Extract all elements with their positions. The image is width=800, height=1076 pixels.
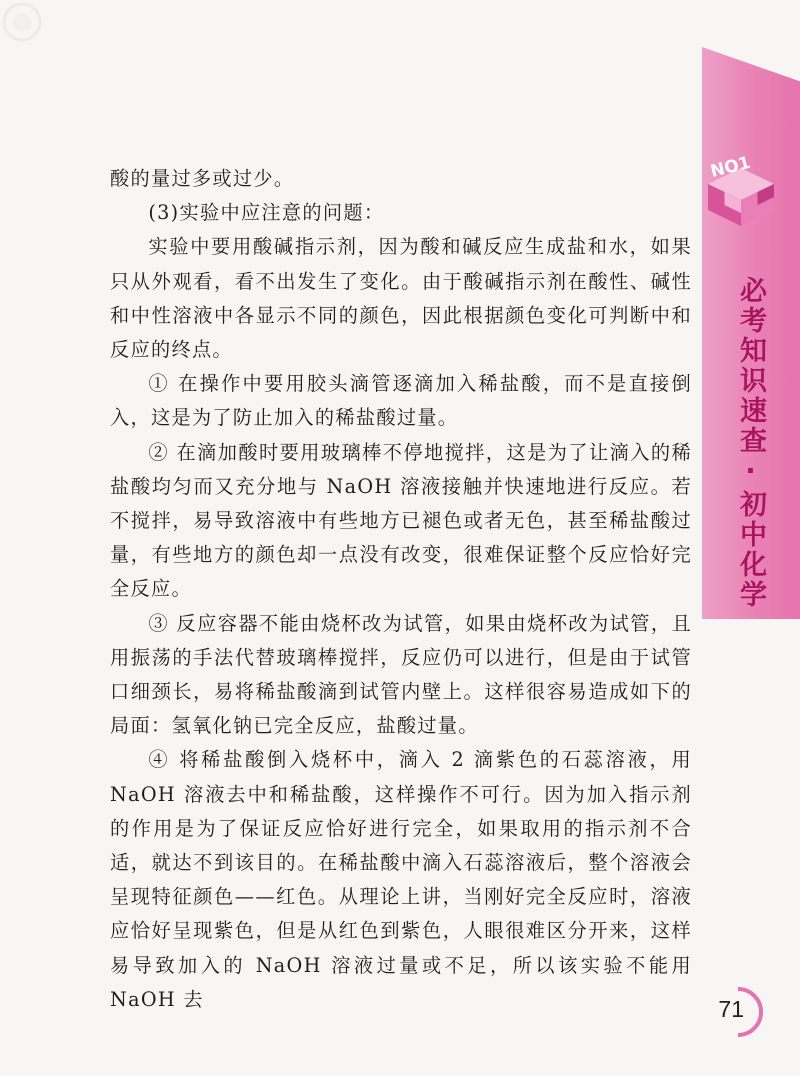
paragraph: ④ 将稀盐酸倒入烧杯中，滴入 2 滴紫色的石蕊溶液，用 NaOH 溶液去中和稀盐酸，这样操作不可行。因为加入指示剂的作用是为了保证反应恰好进行完全，如果取用的指示剂不合适，就达不到该目的。在稀盐酸中滴入石蕊溶液后，整个溶液会呈现特征颜色——红色。从理论上讲，当刚好完全反应时，溶液应恰好呈现紫色，但是从红色到紫色，人眼很难区分开来，这样易导致加入的 NaOH 溶液过量或不足，所以该实验不能用 NaOH 去 (110, 748, 692, 1011)
page-number-arc-icon (730, 984, 766, 1040)
paragraph: 实验中要用酸碱指示剂，因为酸和碱反应生成盐和水，如果只从外观看，看不出发生了变化。由于酸碱指示剂在酸性、碱性和中性溶液中各显示不同的颜色，因此根据颜色变化可判断中和反应的终点。 (110, 235, 692, 362)
badge-text: NO1 (708, 152, 753, 182)
paragraph: (3)实验中应注意的问题： (148, 201, 385, 225)
paragraph: ① 在操作中要用胶头滴管逐滴加入稀盐酸，而不是直接倒入，这是为了防止加入的稀盐酸过量。 (110, 372, 692, 430)
page-number: 71 (718, 996, 744, 1022)
no1-cube-badge-icon (702, 150, 780, 228)
section-title: 必考知识速查·初中化学 (735, 276, 766, 610)
body-text (110, 162, 692, 1017)
paragraph: 酸的量过多或过少。 (110, 167, 295, 190)
corner-logo-icon (0, 0, 60, 60)
paragraph: ② 在滴加酸时要用玻璃棒不停地搅拌，这是为了让滴入的稀盐酸均匀而又充分地与 NaOH 溶液接触并快速地进行反应。若不搅拌，易导致溶液中有些地方已褪色或者无色，甚至稀盐酸过量，有些地方的颜色却一点没有改变，很难保证整个反应恰好完全反应。 (110, 440, 692, 601)
paragraph: ③ 反应容器不能由烧杯改为试管，如果由烧杯改为试管，且用振荡的手法代替玻璃棒搅拌，反应仍可以进行，但是由于试管口细颈长，易将稀盐酸滴到试管内壁上。这样很容易造成如下的局面：氢氧化钠已完全反应，盐酸过量。 (110, 611, 692, 738)
